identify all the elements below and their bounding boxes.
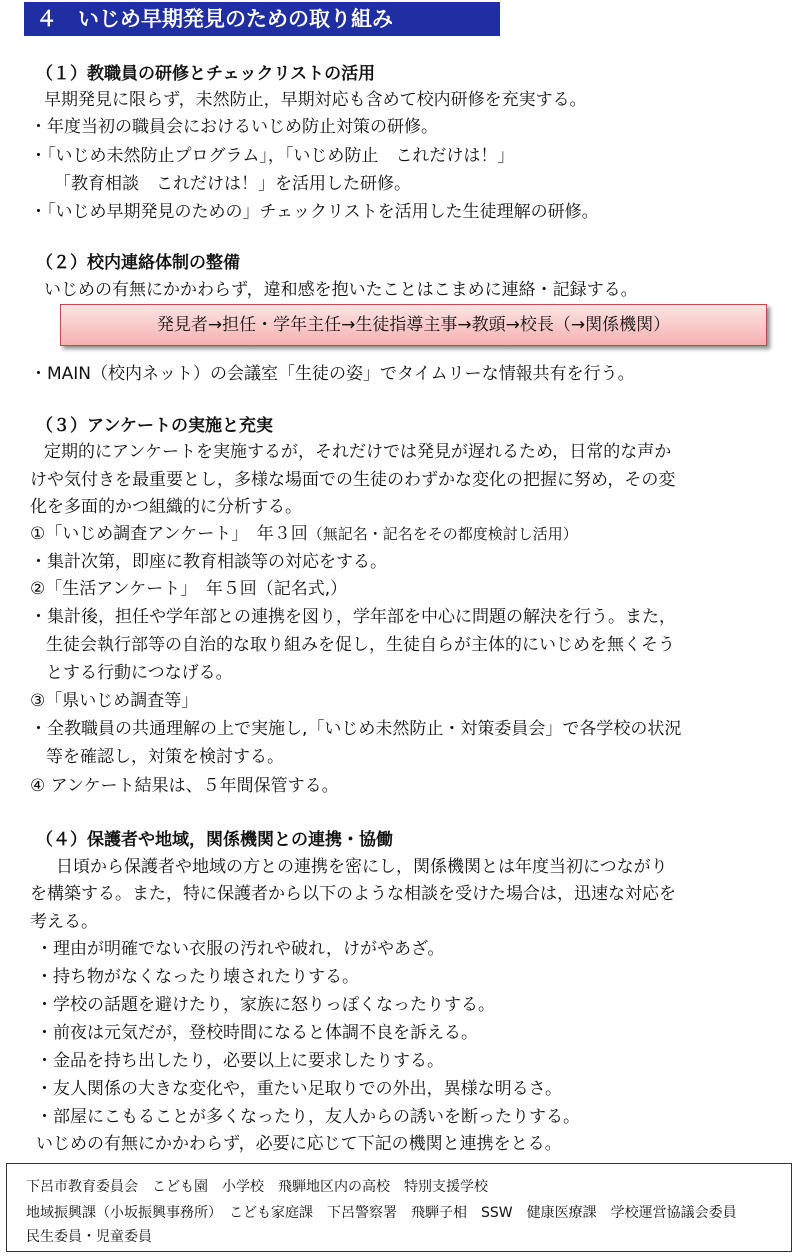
s3-para-line-2: けや気付きを最重要とし，多様な場面での生徒のわずかな変化の把握に努め，その変 bbox=[30, 470, 676, 490]
s3-para-line-3: 化を多面的かつ組織的に分析する。 bbox=[30, 497, 302, 517]
reporting-flow-box: 発見者→担任・学年主任→生徒指導主事→教頭→校長（→関係機関） bbox=[60, 304, 767, 346]
s3-item-1 bbox=[30, 521, 578, 547]
s3-item-3: ③「県いじめ調査等」 bbox=[30, 691, 199, 711]
s1-bullet-3: ・「いじめ早期発見のための」チェックリストを活用した生徒理解の研修。 bbox=[30, 202, 599, 222]
s3-item-1-note: （無記名・記名をその都度検討し活用） bbox=[307, 525, 578, 543]
section-title: ４ いじめ早期発見のための取り組み bbox=[24, 2, 500, 36]
section-4-heading: （４）保護者や地域，関係機関との連携・協働 bbox=[36, 830, 393, 850]
s1-bullet-1: ・年度当初の職員会におけるいじめ防止対策の研修。 bbox=[30, 117, 438, 137]
section-3-heading: （３）アンケートの実施と充実 bbox=[36, 416, 273, 436]
s3-item-2-bullet-line-3: とする行動につなげる。 bbox=[46, 663, 233, 683]
s4-bullet-6: ・友人関係の大きな変化や，重たい足取りでの外出，異様な明るさ。 bbox=[36, 1079, 562, 1099]
section-2-heading: （２）校内連絡体制の整備 bbox=[36, 253, 240, 273]
s3-para-line-1: 定期的にアンケートを実施するが，それだけでは発見が遅れるため，日常的な声か bbox=[44, 442, 672, 462]
s3-item-2-bullet-line-2: 生徒会執行部等の自治的な取り組みを促し，生徒自らが主体的にいじめを無くそう bbox=[46, 635, 675, 655]
s3-item-3-bullet-line-1: ・全教職員の共通理解の上で実施し,「いじめ未然防止・対策委員会」で各学校の状況 bbox=[30, 719, 682, 739]
s3-item-4: ④ アンケート結果は、５年間保管する。 bbox=[30, 776, 339, 796]
section-1-heading: （１）教職員の研修とチェックリストの活用 bbox=[36, 64, 376, 84]
s3-item-2: ②「生活アンケート」 年５回（記名式,） bbox=[30, 579, 348, 599]
s4-closing: いじめの有無にかかわらず，必要に応じて下記の機関と連携をとる。 bbox=[36, 1134, 562, 1154]
s3-item-1-main: ①「いじめ調査アンケート」 年３回 bbox=[30, 524, 308, 544]
s2-intro-line: いじめの有無にかかわらず，違和感を抱いたことはこまめに連絡・記録する。 bbox=[44, 280, 638, 300]
s4-bullet-2: ・持ち物がなくなったり壊されたりする。 bbox=[36, 967, 359, 987]
agency-line-2: 地域振興課（小坂振興事務所） こども家庭課 下呂警察署 飛騨子相 SSW 健康医療課 学校運営協議会委員 bbox=[26, 1205, 737, 1221]
s4-bullet-5: ・金品を持ち出したり，必要以上に要求したりする。 bbox=[36, 1051, 444, 1071]
agency-line-1: 下呂市教育委員会 こども園 小学校 飛騨地区内の高校 特別支援学校 bbox=[26, 1179, 488, 1195]
s4-para-line-3: 考える。 bbox=[30, 912, 98, 932]
s3-item-3-bullet-line-2: 等を確認し，対策を検討する。 bbox=[46, 747, 284, 767]
s4-para-line-2: を構築する。また，特に保護者から以下のような相談を受けた場合は，迅速な対応を bbox=[30, 884, 676, 904]
agency-line-3: 民生委員・児童委員 bbox=[26, 1229, 152, 1245]
s4-bullet-7: ・部屋にこもることが多くなったり，友人からの誘いを断ったりする。 bbox=[36, 1107, 580, 1127]
s4-para-line-1: 日頃から保護者や地域の方との連携を密にし，関係機関とは年度当初につながり bbox=[56, 857, 668, 877]
s1-bullet-2: ・「いじめ未然防止プログラム」，「いじめ防止 これだけは！」 bbox=[30, 146, 515, 166]
s3-item-1-bullet: ・集計次第，即座に教育相談等の対応をする。 bbox=[30, 552, 387, 572]
s3-item-2-bullet-line-1: ・集計後，担任や学年部との連携を図り，学年部を中心に問題の解決を行う。また， bbox=[30, 607, 676, 627]
s4-bullet-4: ・前夜は元気だが，登校時間になると体調不良を訴える。 bbox=[36, 1023, 478, 1043]
s4-bullet-1: ・理由が明確でない衣服の汚れや破れ，けがやあざ。 bbox=[36, 939, 445, 959]
s1-bullet-2-cont: 「教育相談 これだけは！」を活用した研修。 bbox=[54, 174, 411, 194]
s4-bullet-3: ・学校の話題を避けたり，家族に怒りっぽくなったりする。 bbox=[36, 995, 495, 1015]
s2-note: ・MAIN（校内ネット）の会議室「生徒の姿」でタイムリーな情報共有を行う。 bbox=[30, 364, 635, 384]
s1-intro-line: 早期発見に限らず，未然防止，早期対応も含めて校内研修を充実する。 bbox=[44, 90, 587, 110]
